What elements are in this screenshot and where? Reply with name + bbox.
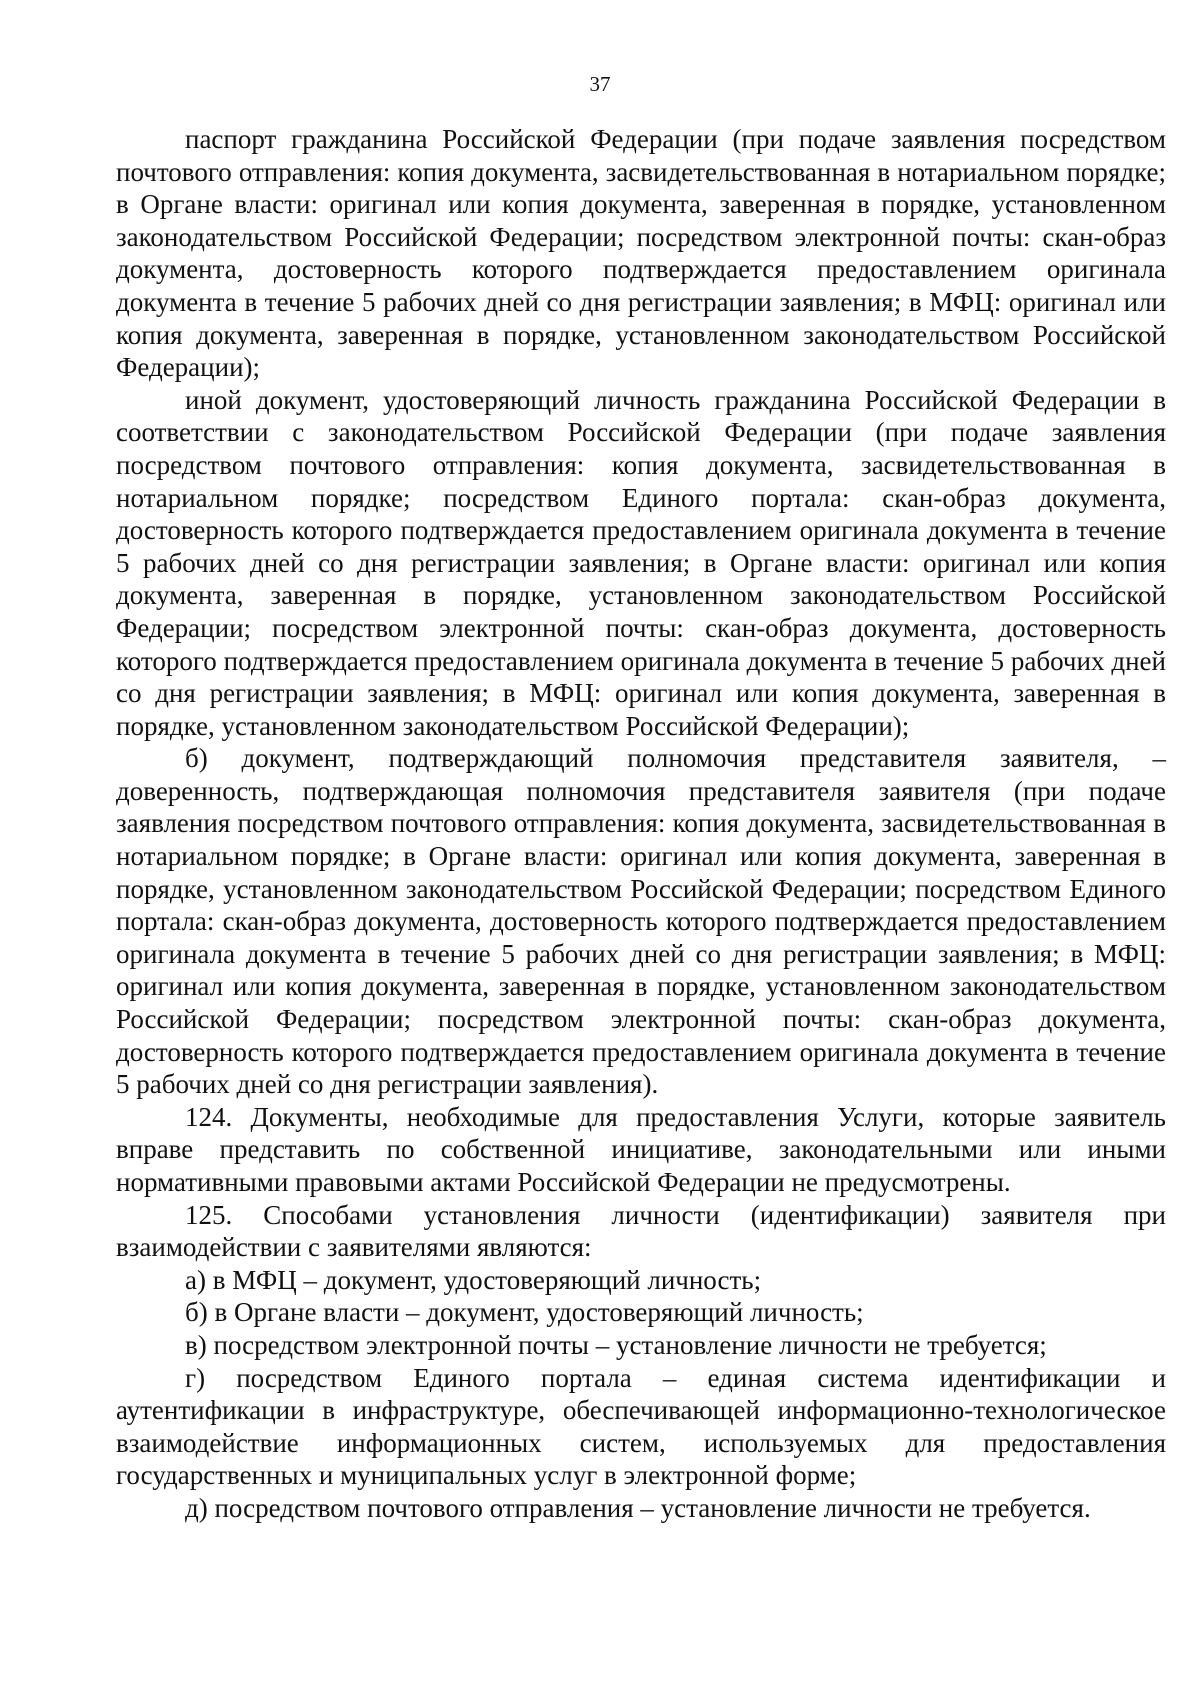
paragraph-125-identification-methods: 125. Способами установления личности (идентификации) заявителя при взаимодействии с заявителями являются:	[116, 1199, 1166, 1263]
paragraph-other-id-document: иной документ, удостоверяющий личность гражданина Российской Федерации в соответствии с законодательством Российской Федерации (при подаче заявления посредством почтового отправления: копия документа, засвидетельствованная в нотариальном порядке; посредством Единого портала: скан-образ документа, достоверность которого подтверждается предоставлением оригинала документа в течение 5 рабочих дней со дня регистрации заявления; в Органе власти: оригинал или копия документа, заверенная в порядке, установленном законодательством Российской Федерации; посредством электронной почты: скан-образ документа, достоверность которого подтверждается предоставлением оригинала документа в течение 5 рабочих дней со дня регистрации заявления; в МФЦ: оригинал или копия документа, заверенная в порядке, установленном законодательством Российской Федерации);	[116, 384, 1166, 741]
paragraph-passport: паспорт гражданина Российской Федерации (при подаче заявления посредством почтового отправления: копия документа, засвидетельствованная в нотариальном порядке; в Органе власти: оригинал или копия документа, заверенная в порядке, установленном законодательством Российской Федерации; посредством электронной почты: скан-образ документа, достоверность которого подтверждается предоставлением оригинала документа в течение 5 рабочих дней со дня регистрации заявления; в МФЦ: оригинал или копия документа, заверенная в порядке, установленном законодательством Российской Федерации);	[116, 124, 1166, 383]
paragraph-representative-authority: б) документ, подтверждающий полномочия представителя заявителя, – доверенность, подтверждающая полномочия представителя заявителя (при подаче заявления посредством почтового отправления: копия документа, засвидетельствованная в нотариальном порядке; в Органе власти: оригинал или копия документа, заверенная в порядке, установленном законодательством Российской Федерации; посредством Единого портала: скан-образ документа, достоверность которого подтверждается предоставлением оригинала документа в течение 5 рабочих дней со дня регистрации заявления; в МФЦ: оригинал или копия документа, заверенная в порядке, установленном законодательством Российской Федерации; посредством электронной почты: скан-образ документа, достоверность которого подтверждается предоставлением оригинала документа в течение 5 рабочих дней со дня регистрации заявления).	[116, 743, 1166, 1100]
list-item-email: в) посредством электронной почты – установление личности не требуется;	[185, 1329, 1047, 1360]
list-item-authority-body: б) в Органе власти – документ, удостоверяющий личность;	[185, 1297, 864, 1328]
list-item-mfc: а) в МФЦ – документ, удостоверяющий личность;	[185, 1264, 762, 1295]
list-item-postal: д) посредством почтового отправления – установление личности не требуется.	[185, 1492, 1091, 1523]
page-number: 37	[589, 72, 611, 96]
list-item-unified-portal: г) посредством Единого портала – единая система идентификации и аутентификации в инфраструктуре, обеспечивающей информационно-технологическое взаимодействие информационных систем, используемых для предоставления государственных и муниципальных услуг в электронной форме;	[116, 1362, 1166, 1491]
paragraph-124-optional-documents: 124. Документы, необходимые для предоставления Услуги, которые заявитель вправе представить по собственной инициативе, законодательными или иными нормативными правовыми актами Российской Федерации не предусмотрены.	[116, 1101, 1166, 1197]
document-body	[116, 123, 1166, 1525]
